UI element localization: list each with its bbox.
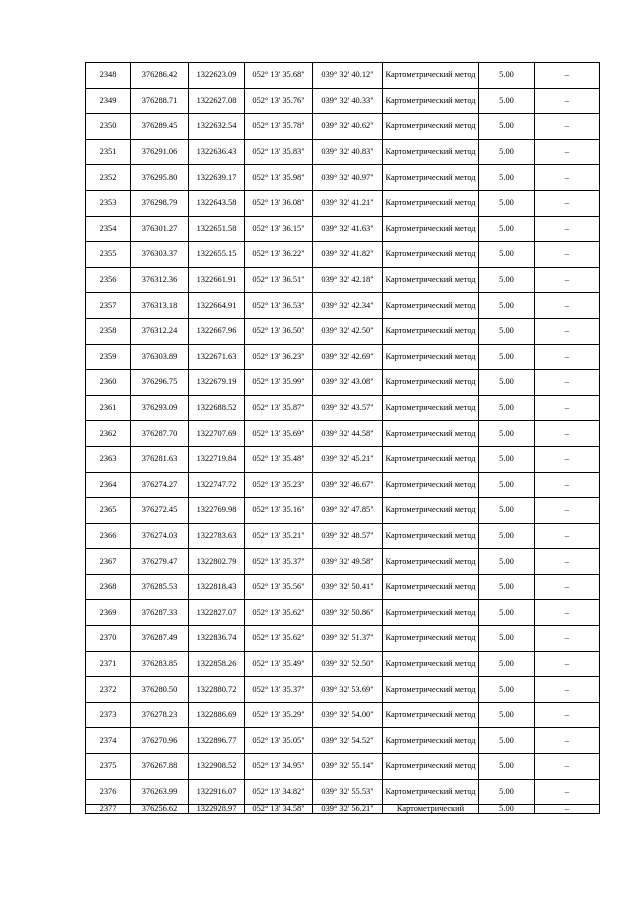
method-cell: Картометрический метод bbox=[383, 139, 479, 165]
method-cell: Картометрический метод bbox=[383, 728, 479, 754]
latitude-cell: 052° 13' 34.82" bbox=[245, 779, 313, 805]
table-row bbox=[86, 498, 600, 524]
latitude-cell: 052° 13' 35.99" bbox=[245, 370, 313, 396]
longitude-cell: 039° 32' 54.52" bbox=[313, 728, 383, 754]
table-row bbox=[86, 805, 600, 814]
table-row bbox=[86, 677, 600, 703]
table-row bbox=[86, 267, 600, 293]
longitude-cell: 039° 32' 43.57" bbox=[313, 395, 383, 421]
longitude-cell: 039° 32' 49.58" bbox=[313, 549, 383, 575]
accuracy-cell: 5.00 bbox=[479, 63, 535, 89]
method-cell: Картометрический метод bbox=[383, 114, 479, 140]
point-number-cell: 2367 bbox=[86, 549, 131, 575]
table-row bbox=[86, 216, 600, 242]
y-coordinate-cell: 1322632.54 bbox=[189, 114, 245, 140]
x-coordinate-cell: 376296.75 bbox=[131, 370, 189, 396]
x-coordinate-cell: 376313.18 bbox=[131, 293, 189, 319]
latitude-cell: 052° 13' 36.50" bbox=[245, 318, 313, 344]
y-coordinate-cell: 1322667.96 bbox=[189, 318, 245, 344]
longitude-cell: 039° 32' 41.21" bbox=[313, 190, 383, 216]
method-cell: Картометрический метод bbox=[383, 216, 479, 242]
latitude-cell: 052° 13' 35.05" bbox=[245, 728, 313, 754]
table-row bbox=[86, 626, 600, 652]
method-cell: Картометрический метод bbox=[383, 293, 479, 319]
method-cell: Картометрический метод bbox=[383, 779, 479, 805]
point-number-cell: 2370 bbox=[86, 626, 131, 652]
latitude-cell: 052° 13' 35.62" bbox=[245, 600, 313, 626]
accuracy-cell: 5.00 bbox=[479, 626, 535, 652]
note-cell: – bbox=[535, 523, 600, 549]
note-cell: – bbox=[535, 139, 600, 165]
coordinates-table bbox=[85, 62, 600, 814]
table-row bbox=[86, 754, 600, 780]
accuracy-cell: 5.00 bbox=[479, 88, 535, 114]
point-number-cell: 2350 bbox=[86, 114, 131, 140]
longitude-cell: 039° 32' 52.50" bbox=[313, 651, 383, 677]
method-cell: Картометрический метод bbox=[383, 446, 479, 472]
table-row bbox=[86, 63, 600, 89]
table-row bbox=[86, 293, 600, 319]
y-coordinate-cell: 1322639.17 bbox=[189, 165, 245, 191]
method-cell: Картометрический метод bbox=[383, 626, 479, 652]
y-coordinate-cell: 1322688.52 bbox=[189, 395, 245, 421]
latitude-cell: 052° 13' 34.58" bbox=[245, 805, 313, 814]
point-number-cell: 2361 bbox=[86, 395, 131, 421]
y-coordinate-cell: 1322636.43 bbox=[189, 139, 245, 165]
latitude-cell: 052° 13' 35.37" bbox=[245, 677, 313, 703]
accuracy-cell: 5.00 bbox=[479, 549, 535, 575]
x-coordinate-cell: 376312.24 bbox=[131, 318, 189, 344]
latitude-cell: 052° 13' 35.76" bbox=[245, 88, 313, 114]
latitude-cell: 052° 13' 35.21" bbox=[245, 523, 313, 549]
latitude-cell: 052° 13' 34.95" bbox=[245, 754, 313, 780]
note-cell: – bbox=[535, 651, 600, 677]
point-number-cell: 2363 bbox=[86, 446, 131, 472]
x-coordinate-cell: 376289.45 bbox=[131, 114, 189, 140]
point-number-cell: 2354 bbox=[86, 216, 131, 242]
note-cell: – bbox=[535, 446, 600, 472]
x-coordinate-cell: 376287.33 bbox=[131, 600, 189, 626]
point-number-cell: 2348 bbox=[86, 63, 131, 89]
note-cell: – bbox=[535, 626, 600, 652]
note-cell: – bbox=[535, 293, 600, 319]
x-coordinate-cell: 376270.96 bbox=[131, 728, 189, 754]
method-cell: Картометрический метод bbox=[383, 600, 479, 626]
point-number-cell: 2349 bbox=[86, 88, 131, 114]
point-number-cell: 2373 bbox=[86, 702, 131, 728]
latitude-cell: 052° 13' 35.49" bbox=[245, 651, 313, 677]
longitude-cell: 039° 32' 42.18" bbox=[313, 267, 383, 293]
table-row bbox=[86, 702, 600, 728]
method-cell: Картометрический метод bbox=[383, 370, 479, 396]
method-cell: Картометрический метод bbox=[383, 498, 479, 524]
x-coordinate-cell: 376303.89 bbox=[131, 344, 189, 370]
latitude-cell: 052° 13' 35.37" bbox=[245, 549, 313, 575]
longitude-cell: 039° 32' 42.69" bbox=[313, 344, 383, 370]
y-coordinate-cell: 1322747.72 bbox=[189, 472, 245, 498]
note-cell: – bbox=[535, 600, 600, 626]
y-coordinate-cell: 1322623.09 bbox=[189, 63, 245, 89]
accuracy-cell: 5.00 bbox=[479, 293, 535, 319]
note-cell: – bbox=[535, 63, 600, 89]
longitude-cell: 039° 32' 46.67" bbox=[313, 472, 383, 498]
point-number-cell: 2351 bbox=[86, 139, 131, 165]
accuracy-cell: 5.00 bbox=[479, 165, 535, 191]
note-cell: – bbox=[535, 88, 600, 114]
y-coordinate-cell: 1322707.69 bbox=[189, 421, 245, 447]
longitude-cell: 039° 32' 42.34" bbox=[313, 293, 383, 319]
latitude-cell: 052° 13' 36.15" bbox=[245, 216, 313, 242]
x-coordinate-cell: 376291.06 bbox=[131, 139, 189, 165]
point-number-cell: 2374 bbox=[86, 728, 131, 754]
x-coordinate-cell: 376301.27 bbox=[131, 216, 189, 242]
y-coordinate-cell: 1322664.91 bbox=[189, 293, 245, 319]
longitude-cell: 039° 32' 41.63" bbox=[313, 216, 383, 242]
note-cell: – bbox=[535, 114, 600, 140]
latitude-cell: 052° 13' 35.83" bbox=[245, 139, 313, 165]
latitude-cell: 052° 13' 35.78" bbox=[245, 114, 313, 140]
table-row bbox=[86, 139, 600, 165]
note-cell: – bbox=[535, 421, 600, 447]
y-coordinate-cell: 1322836.74 bbox=[189, 626, 245, 652]
method-cell: Картометрический метод bbox=[383, 190, 479, 216]
point-number-cell: 2377 bbox=[86, 805, 131, 814]
table-row bbox=[86, 600, 600, 626]
y-coordinate-cell: 1322827.07 bbox=[189, 600, 245, 626]
accuracy-cell: 5.00 bbox=[479, 574, 535, 600]
latitude-cell: 052° 13' 35.29" bbox=[245, 702, 313, 728]
method-cell: Картометрический метод bbox=[383, 165, 479, 191]
x-coordinate-cell: 376312.36 bbox=[131, 267, 189, 293]
latitude-cell: 052° 13' 35.98" bbox=[245, 165, 313, 191]
point-number-cell: 2352 bbox=[86, 165, 131, 191]
table-row bbox=[86, 523, 600, 549]
accuracy-cell: 5.00 bbox=[479, 754, 535, 780]
note-cell: – bbox=[535, 472, 600, 498]
longitude-cell: 039° 32' 45.21" bbox=[313, 446, 383, 472]
longitude-cell: 039° 32' 40.83" bbox=[313, 139, 383, 165]
longitude-cell: 039° 32' 41.82" bbox=[313, 242, 383, 268]
x-coordinate-cell: 376274.03 bbox=[131, 523, 189, 549]
latitude-cell: 052° 13' 36.22" bbox=[245, 242, 313, 268]
method-cell: Картометрический метод bbox=[383, 754, 479, 780]
x-coordinate-cell: 376288.71 bbox=[131, 88, 189, 114]
point-number-cell: 2369 bbox=[86, 600, 131, 626]
longitude-cell: 039° 32' 40.62" bbox=[313, 114, 383, 140]
longitude-cell: 039° 32' 44.58" bbox=[313, 421, 383, 447]
latitude-cell: 052° 13' 35.62" bbox=[245, 626, 313, 652]
y-coordinate-cell: 1322643.58 bbox=[189, 190, 245, 216]
note-cell: – bbox=[535, 242, 600, 268]
x-coordinate-cell: 376279.47 bbox=[131, 549, 189, 575]
y-coordinate-cell: 1322627.08 bbox=[189, 88, 245, 114]
accuracy-cell: 5.00 bbox=[479, 216, 535, 242]
accuracy-cell: 5.00 bbox=[479, 344, 535, 370]
point-number-cell: 2362 bbox=[86, 421, 131, 447]
method-cell: Картометрический метод bbox=[383, 63, 479, 89]
point-number-cell: 2371 bbox=[86, 651, 131, 677]
y-coordinate-cell: 1322769.98 bbox=[189, 498, 245, 524]
y-coordinate-cell: 1322858.26 bbox=[189, 651, 245, 677]
table-row bbox=[86, 728, 600, 754]
y-coordinate-cell: 1322671.63 bbox=[189, 344, 245, 370]
note-cell: – bbox=[535, 190, 600, 216]
accuracy-cell: 5.00 bbox=[479, 702, 535, 728]
x-coordinate-cell: 376295.80 bbox=[131, 165, 189, 191]
accuracy-cell: 5.00 bbox=[479, 242, 535, 268]
note-cell: – bbox=[535, 677, 600, 703]
accuracy-cell: 5.00 bbox=[479, 805, 535, 814]
accuracy-cell: 5.00 bbox=[479, 370, 535, 396]
x-coordinate-cell: 376274.27 bbox=[131, 472, 189, 498]
accuracy-cell: 5.00 bbox=[479, 600, 535, 626]
method-cell: Картометрический метод bbox=[383, 677, 479, 703]
point-number-cell: 2368 bbox=[86, 574, 131, 600]
table-row bbox=[86, 88, 600, 114]
table-row bbox=[86, 549, 600, 575]
point-number-cell: 2357 bbox=[86, 293, 131, 319]
accuracy-cell: 5.00 bbox=[479, 498, 535, 524]
point-number-cell: 2356 bbox=[86, 267, 131, 293]
note-cell: – bbox=[535, 267, 600, 293]
table-row bbox=[86, 395, 600, 421]
x-coordinate-cell: 376293.09 bbox=[131, 395, 189, 421]
y-coordinate-cell: 1322655.15 bbox=[189, 242, 245, 268]
x-coordinate-cell: 376287.70 bbox=[131, 421, 189, 447]
y-coordinate-cell: 1322679.19 bbox=[189, 370, 245, 396]
x-coordinate-cell: 376303.37 bbox=[131, 242, 189, 268]
method-cell: Картометрический метод bbox=[383, 395, 479, 421]
point-number-cell: 2375 bbox=[86, 754, 131, 780]
longitude-cell: 039° 32' 40.33" bbox=[313, 88, 383, 114]
method-cell: Картометрический метод bbox=[383, 88, 479, 114]
latitude-cell: 052° 13' 35.87" bbox=[245, 395, 313, 421]
x-coordinate-cell: 376256.62 bbox=[131, 805, 189, 814]
y-coordinate-cell: 1322896.77 bbox=[189, 728, 245, 754]
method-cell: Картометрический метод bbox=[383, 344, 479, 370]
point-number-cell: 2355 bbox=[86, 242, 131, 268]
latitude-cell: 052° 13' 35.16" bbox=[245, 498, 313, 524]
note-cell: – bbox=[535, 370, 600, 396]
y-coordinate-cell: 1322719.84 bbox=[189, 446, 245, 472]
table-row bbox=[86, 651, 600, 677]
y-coordinate-cell: 1322886.69 bbox=[189, 702, 245, 728]
table-row bbox=[86, 165, 600, 191]
method-cell: Картометрический метод bbox=[383, 421, 479, 447]
note-cell: – bbox=[535, 395, 600, 421]
accuracy-cell: 5.00 bbox=[479, 728, 535, 754]
point-number-cell: 2364 bbox=[86, 472, 131, 498]
note-cell: – bbox=[535, 498, 600, 524]
note-cell: – bbox=[535, 344, 600, 370]
x-coordinate-cell: 376283.85 bbox=[131, 651, 189, 677]
accuracy-cell: 5.00 bbox=[479, 318, 535, 344]
x-coordinate-cell: 376263.99 bbox=[131, 779, 189, 805]
accuracy-cell: 5.00 bbox=[479, 421, 535, 447]
method-cell: Картометрический метод bbox=[383, 574, 479, 600]
x-coordinate-cell: 376281.63 bbox=[131, 446, 189, 472]
method-cell: Картометрический bbox=[383, 805, 479, 814]
latitude-cell: 052° 13' 36.23" bbox=[245, 344, 313, 370]
y-coordinate-cell: 1322802.79 bbox=[189, 549, 245, 575]
longitude-cell: 039° 32' 48.57" bbox=[313, 523, 383, 549]
table-row bbox=[86, 421, 600, 447]
coordinates-table-body bbox=[86, 63, 600, 814]
method-cell: Картометрический метод bbox=[383, 472, 479, 498]
note-cell: – bbox=[535, 165, 600, 191]
longitude-cell: 039° 32' 40.12" bbox=[313, 63, 383, 89]
x-coordinate-cell: 376280.50 bbox=[131, 677, 189, 703]
point-number-cell: 2372 bbox=[86, 677, 131, 703]
x-coordinate-cell: 376298.79 bbox=[131, 190, 189, 216]
note-cell: – bbox=[535, 549, 600, 575]
table-row bbox=[86, 242, 600, 268]
method-cell: Картометрический метод bbox=[383, 242, 479, 268]
longitude-cell: 039° 32' 53.69" bbox=[313, 677, 383, 703]
x-coordinate-cell: 376278.23 bbox=[131, 702, 189, 728]
accuracy-cell: 5.00 bbox=[479, 472, 535, 498]
point-number-cell: 2376 bbox=[86, 779, 131, 805]
table-row bbox=[86, 574, 600, 600]
point-number-cell: 2359 bbox=[86, 344, 131, 370]
accuracy-cell: 5.00 bbox=[479, 446, 535, 472]
latitude-cell: 052° 13' 36.08" bbox=[245, 190, 313, 216]
table-row bbox=[86, 779, 600, 805]
table-row bbox=[86, 114, 600, 140]
longitude-cell: 039° 32' 42.50" bbox=[313, 318, 383, 344]
x-coordinate-cell: 376285.53 bbox=[131, 574, 189, 600]
x-coordinate-cell: 376272.45 bbox=[131, 498, 189, 524]
accuracy-cell: 5.00 bbox=[479, 267, 535, 293]
note-cell: – bbox=[535, 702, 600, 728]
point-number-cell: 2360 bbox=[86, 370, 131, 396]
longitude-cell: 039° 32' 47.85" bbox=[313, 498, 383, 524]
y-coordinate-cell: 1322916.07 bbox=[189, 779, 245, 805]
note-cell: – bbox=[535, 805, 600, 814]
longitude-cell: 039° 32' 54.00" bbox=[313, 702, 383, 728]
x-coordinate-cell: 376267.88 bbox=[131, 754, 189, 780]
longitude-cell: 039° 32' 56.21" bbox=[313, 805, 383, 814]
table-row bbox=[86, 446, 600, 472]
y-coordinate-cell: 1322783.63 bbox=[189, 523, 245, 549]
accuracy-cell: 5.00 bbox=[479, 190, 535, 216]
y-coordinate-cell: 1322928.97 bbox=[189, 805, 245, 814]
latitude-cell: 052° 13' 35.68" bbox=[245, 63, 313, 89]
point-number-cell: 2366 bbox=[86, 523, 131, 549]
accuracy-cell: 5.00 bbox=[479, 779, 535, 805]
latitude-cell: 052° 13' 35.56" bbox=[245, 574, 313, 600]
table-row bbox=[86, 472, 600, 498]
accuracy-cell: 5.00 bbox=[479, 677, 535, 703]
latitude-cell: 052° 13' 35.69" bbox=[245, 421, 313, 447]
point-number-cell: 2353 bbox=[86, 190, 131, 216]
y-coordinate-cell: 1322818.43 bbox=[189, 574, 245, 600]
table-row bbox=[86, 344, 600, 370]
y-coordinate-cell: 1322661.91 bbox=[189, 267, 245, 293]
method-cell: Картометрический метод bbox=[383, 549, 479, 575]
longitude-cell: 039° 32' 55.53" bbox=[313, 779, 383, 805]
x-coordinate-cell: 376286.42 bbox=[131, 63, 189, 89]
method-cell: Картометрический метод bbox=[383, 318, 479, 344]
y-coordinate-cell: 1322880.72 bbox=[189, 677, 245, 703]
note-cell: – bbox=[535, 754, 600, 780]
table-row bbox=[86, 370, 600, 396]
note-cell: – bbox=[535, 728, 600, 754]
x-coordinate-cell: 376287.49 bbox=[131, 626, 189, 652]
method-cell: Картометрический метод bbox=[383, 267, 479, 293]
longitude-cell: 039° 32' 50.41" bbox=[313, 574, 383, 600]
table-row bbox=[86, 318, 600, 344]
point-number-cell: 2365 bbox=[86, 498, 131, 524]
point-number-cell: 2358 bbox=[86, 318, 131, 344]
longitude-cell: 039° 32' 55.14" bbox=[313, 754, 383, 780]
method-cell: Картометрический метод bbox=[383, 651, 479, 677]
method-cell: Картометрический метод bbox=[383, 523, 479, 549]
method-cell: Картометрический метод bbox=[383, 702, 479, 728]
longitude-cell: 039° 32' 43.08" bbox=[313, 370, 383, 396]
accuracy-cell: 5.00 bbox=[479, 651, 535, 677]
latitude-cell: 052° 13' 35.23" bbox=[245, 472, 313, 498]
note-cell: – bbox=[535, 318, 600, 344]
longitude-cell: 039° 32' 50.86" bbox=[313, 600, 383, 626]
accuracy-cell: 5.00 bbox=[479, 139, 535, 165]
note-cell: – bbox=[535, 574, 600, 600]
accuracy-cell: 5.00 bbox=[479, 395, 535, 421]
latitude-cell: 052° 13' 36.53" bbox=[245, 293, 313, 319]
y-coordinate-cell: 1322908.52 bbox=[189, 754, 245, 780]
note-cell: – bbox=[535, 779, 600, 805]
longitude-cell: 039° 32' 51.37" bbox=[313, 626, 383, 652]
table-row bbox=[86, 190, 600, 216]
latitude-cell: 052° 13' 35.48" bbox=[245, 446, 313, 472]
accuracy-cell: 5.00 bbox=[479, 523, 535, 549]
longitude-cell: 039° 32' 40.97" bbox=[313, 165, 383, 191]
y-coordinate-cell: 1322651.58 bbox=[189, 216, 245, 242]
latitude-cell: 052° 13' 36.51" bbox=[245, 267, 313, 293]
note-cell: – bbox=[535, 216, 600, 242]
accuracy-cell: 5.00 bbox=[479, 114, 535, 140]
